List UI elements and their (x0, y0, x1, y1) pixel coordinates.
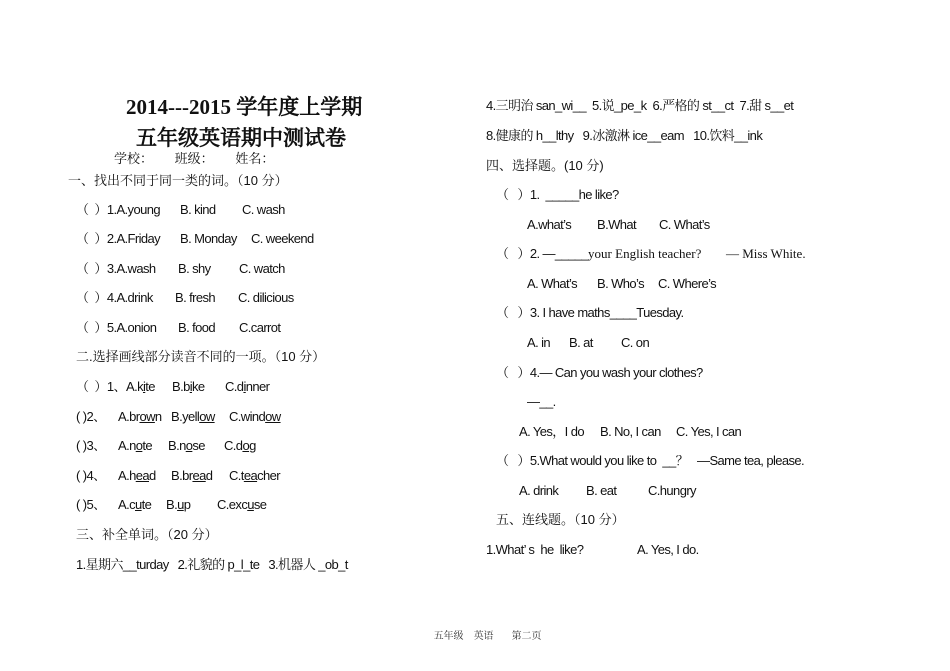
footer-page-number: 第二页 (511, 631, 542, 642)
s1-q5-b: B. food (178, 320, 215, 335)
s2-q5-num: ( )5、 (76, 497, 106, 512)
s4-q1-opt-a: A.what’s (527, 217, 572, 232)
s1-q4-a: （ ）4.A.drink (76, 290, 153, 305)
s2-q1-a: A.kite (126, 379, 155, 394)
page-footer (428, 613, 542, 645)
s2-q2-c: C.window (229, 409, 281, 424)
s1-q1-b: B. kind (180, 202, 216, 217)
section2-heading: 二.选择画线部分读音不同的一项。（10 分） (76, 349, 326, 364)
s1-q4-b: B. fresh (175, 290, 215, 305)
section4-heading: 四、选择题。(10 分) (486, 158, 604, 173)
section3-row-2: 4.三明治 san_wi__ 5.说_pe_k 6.严格的 st__ct 7.甜 s__et (486, 98, 794, 113)
s5-left-1: 1.What’ s he like? (486, 542, 584, 557)
s4-q1-opt-b: B.What (597, 217, 637, 232)
s1-q2-b: B. Monday (180, 231, 237, 246)
s4-q2-opt-b: B. Who’s (597, 276, 644, 291)
s4-q4-stem: （ ）4.— Can you wash your clothes? (496, 365, 703, 380)
s1-q3-b: B. shy (178, 261, 211, 276)
s5-right-1: A. Yes, I do. (637, 542, 699, 557)
s4-q4-opt-a: A. Yes，I do (519, 424, 584, 439)
s2-q4-c: C.teacher (229, 468, 280, 483)
s4-q3-opt-c: C. on (621, 335, 650, 350)
s2-q2-a: A.brown (118, 409, 162, 424)
s4-q2-stem: （ ）2. —_____your English teacher? (496, 246, 702, 261)
s2-q3-b: B.nose (168, 438, 205, 453)
s2-q4-b: B.bread (171, 468, 213, 483)
footer-grade: 五年级 (433, 631, 464, 642)
s4-q5-opt-a: A. drink (519, 483, 559, 498)
s1-q1-c: C. wash (242, 202, 285, 217)
s2-q5-a: A.cute (118, 497, 152, 512)
section1-heading: 一、找出不同于同一类的词。（10 分） (68, 173, 288, 188)
student-info: 学校： 班级： 姓名： (114, 151, 275, 166)
section3-row-3: 8.健康的 h__lthy 9.冰激淋 ice__eam 10.饮料__ink (486, 128, 763, 143)
s1-q3-a: （ ）3.A.wash (76, 261, 156, 276)
section3-row-1: 1.星期六__turday 2.礼貌的 p_l_te 3.机器人 _ob_t (76, 557, 348, 572)
section5-heading: 五、连线题。（10 分） (496, 512, 625, 527)
s1-q4-c: C. dilicious (238, 290, 294, 305)
s2-q5-c: C.excuse (217, 497, 267, 512)
s4-q5-stem: （ ）5.What would you like to __？ —Same tea, please. (496, 453, 805, 468)
s2-q3-c: C.dog (224, 438, 256, 453)
s4-q1-opt-c: C. What’s (659, 217, 710, 232)
s1-q2-a: （ ）2.A.Friday (76, 231, 161, 246)
s4-q3-opt-b: B. at (569, 335, 593, 350)
s4-q2-opt-c: C. Where’s (658, 276, 717, 291)
s4-q5-opt-b: B. eat (586, 483, 617, 498)
s2-q3-a: A.note (118, 438, 153, 453)
title-year: 2014---2015 学年度上学期 (126, 95, 363, 119)
s2-q2-num: ( )2、 (76, 409, 106, 424)
s2-q5-b: B.up (166, 497, 191, 512)
s2-q2-b: B.yellow (171, 409, 215, 424)
s2-q4-num: ( )4、 (76, 468, 106, 483)
s2-q1-num: （ ）1、 (76, 379, 126, 394)
s4-q2-reply: — Miss White. (726, 246, 806, 261)
s4-q3-opt-a: A. in (527, 335, 551, 350)
s4-q2-opt-a: A. What’s (527, 276, 577, 291)
s1-q5-c: C.carrot (239, 320, 281, 335)
s2-q4-a: A.head (118, 468, 156, 483)
s2-q1-b: B.bike (172, 379, 205, 394)
title-exam: 五年级英语期中测试卷 (136, 126, 346, 150)
s4-q4-opt-b: B. No, I can (600, 424, 661, 439)
s1-q2-c: C. weekend (251, 231, 314, 246)
s4-q1-stem: （ ）1. _____he like? (496, 187, 619, 202)
s1-q1-a: （ ）1.A.young (76, 202, 160, 217)
s1-q5-a: （ ）5.A.onion (76, 320, 157, 335)
s4-q3-stem: （ ）3. I have maths____Tuesday. (496, 305, 684, 320)
s2-q3-num: ( )3、 (76, 438, 106, 453)
footer-subject: 英语 (473, 631, 494, 642)
s4-q4-opt-c: C. Yes, I can (676, 424, 742, 439)
s2-q1-c: C.dinner (225, 379, 270, 394)
section3-heading: 三、补全单词。（20 分） (76, 527, 218, 542)
s1-q3-c: C. watch (239, 261, 285, 276)
s4-q5-opt-c: C.hungry (648, 483, 696, 498)
s4-q4-answer: —__. (527, 394, 556, 409)
